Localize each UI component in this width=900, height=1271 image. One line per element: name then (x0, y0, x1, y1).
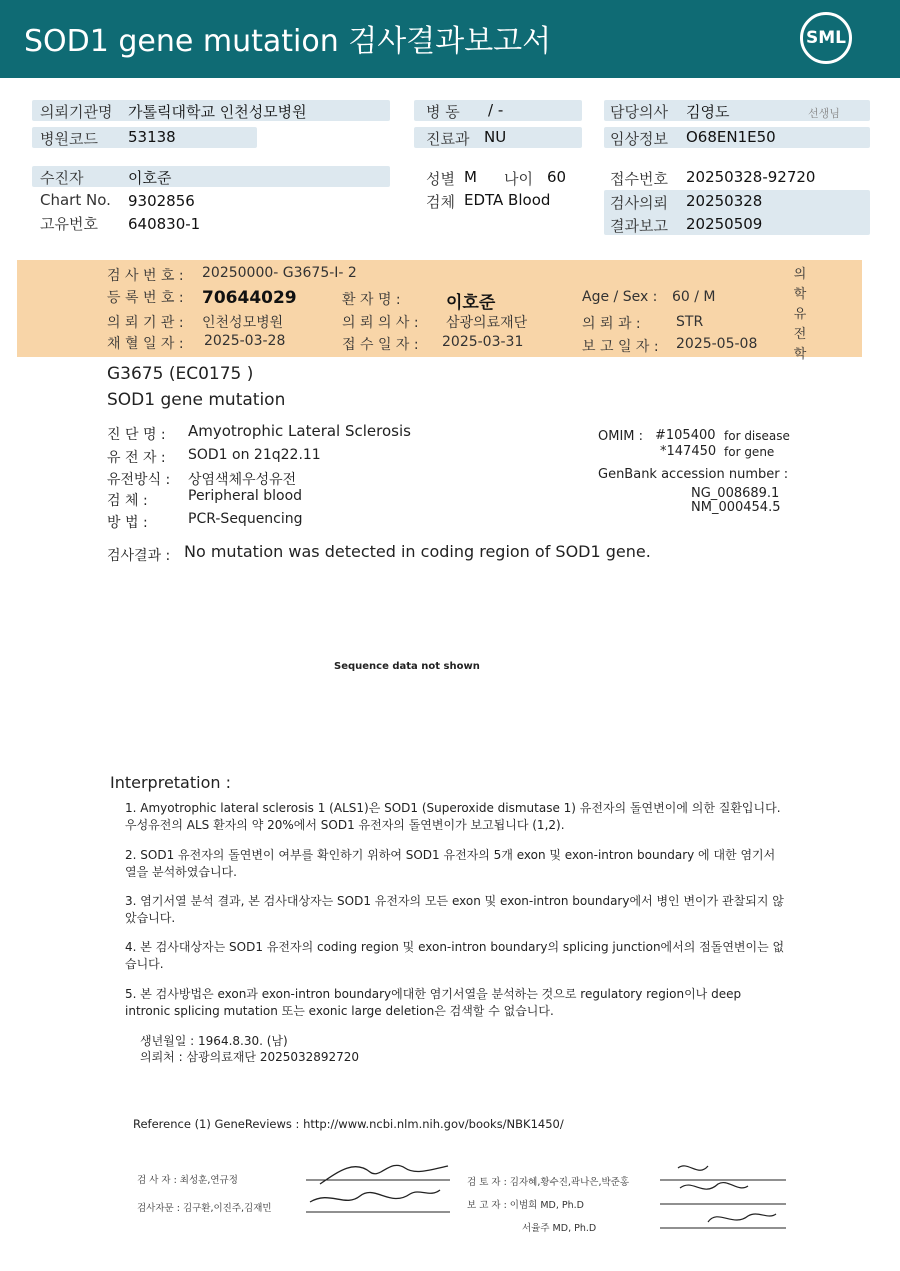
band-institution-label: 의 뢰 기 관 : (107, 315, 184, 331)
tester-signature (300, 1150, 460, 1220)
band-dept-label: 의 뢰 과 : (582, 316, 641, 332)
doctor-value: 김영도 (686, 103, 730, 121)
tester: 검 사 자 : 최성훈,연규정 (137, 1175, 238, 1186)
omim-disease: #105400 (655, 428, 716, 443)
result-date-label: 결과보고 (610, 217, 668, 235)
sex-label: 성별 (426, 170, 455, 188)
test-name: SOD1 gene mutation (107, 390, 286, 410)
institution-value: 가톨릭대학교 인천성모병원 (128, 103, 307, 121)
sml-logo: SML (800, 12, 852, 64)
id-label: 고유번호 (40, 215, 98, 233)
omim-label: OMIM : (598, 429, 644, 444)
reporter: 보 고 자 : 이범희 MD, Ph.D (467, 1200, 584, 1211)
institution-label: 의뢰기관명 (40, 103, 113, 121)
interpretation-item-3: 3. 염기서열 분석 결과, 본 검사대상자는 SOD1 유전자의 모든 exon 및 exon-intron boundary에서 병인 변이가 관찰되지 않았습니다. (125, 894, 784, 925)
patient-row-bg (32, 166, 390, 187)
reporter-2: 서율주 MD, Ph.D (522, 1223, 597, 1234)
age-label: 나이 (504, 170, 533, 188)
request-label: 검사의뢰 (610, 194, 668, 212)
band-institution: 인천성모병원 (202, 315, 284, 331)
receipt-value: 20250328-92720 (686, 168, 816, 186)
method-label: 방 법 : (107, 515, 148, 531)
gene-value: SOD1 on 21q22.11 (188, 447, 321, 463)
interpretation-item-2: 2. SOD1 유전자의 돌연변이 여부를 확인하기 위하여 SOD1 유전자의 5개 exon 및 exon-intron boundary 에 대한 염기서열을 분석하였습니다. (125, 848, 776, 879)
clinical-label: 임상정보 (610, 130, 668, 148)
doctor-suffix: 선생님 (808, 107, 840, 120)
chart-label: Chart No. (40, 191, 111, 209)
band-test-no-label: 검 사 번 호 : (107, 268, 184, 284)
band-test-no: 20250000- G3675-I- 2 (202, 265, 357, 281)
interpretation-item-5: 5. 본 검사방법은 exon과 exon-intron boundary에대한 염기서열을 분석하는 것으로 regulatory region이나 deep intronic splicing mutation 또는 exonic large deletion은 검색할 수 없습니다. (125, 987, 742, 1018)
band-doctor-label: 의 뢰 의 사 : (342, 315, 419, 331)
band-patient: 이호준 (446, 293, 496, 313)
id-value: 640830-1 (128, 215, 201, 233)
doctor-label: 담당의사 (610, 103, 668, 121)
diag-value: Amyotrophic Lateral Sclerosis (188, 422, 411, 440)
test-code: G3675 (EC0175 ) (107, 364, 254, 384)
chart-value: 9302856 (128, 192, 195, 210)
band-reg-no: 70644029 (202, 288, 297, 308)
omim-gene-desc: for gene (724, 445, 775, 459)
dept-value: NU (484, 128, 507, 146)
band-receive-label: 접 수 일 자 : (342, 337, 419, 353)
band-age-sex: 60 / M (672, 289, 716, 305)
band-age-sex-label: Age / Sex : (582, 289, 658, 305)
band-dept: STR (676, 314, 704, 330)
clinical-value: O68EN1E50 (686, 128, 776, 146)
specimen-label-body: 검 체 : (107, 493, 148, 509)
gene-label: 유 전 자 : (107, 450, 166, 466)
interpretation-item-4: 4. 본 검사대상자는 SOD1 유전자의 coding region 및 exon-intron boundary의 splicing junction에서의 점돌연변이는 없습니다. (125, 940, 785, 971)
reviewer-signature (658, 1158, 788, 1233)
dept-label: 진료과 (426, 130, 470, 148)
receipt-label: 접수번호 (610, 170, 668, 188)
request-value: 20250328 (686, 192, 763, 210)
sequence-note: Sequence data not shown (334, 661, 480, 672)
report-header (0, 0, 900, 78)
requester: 의뢰처 : 삼광의료재단 2025032892720 (140, 1050, 360, 1064)
specimen-label: 검체 (426, 193, 455, 211)
band-vertical-label: 의 학 유 전 학 (793, 267, 807, 362)
result-date-value: 20250509 (686, 215, 763, 233)
specimen-value: EDTA Blood (464, 191, 551, 209)
band-report-label: 보 고 일 자 : (582, 339, 659, 355)
patient-label: 수진자 (40, 169, 84, 187)
method-value: PCR-Sequencing (188, 511, 303, 527)
ward-value: / - (488, 101, 504, 119)
band-collect-label: 채 혈 일 자 : (107, 336, 184, 352)
band-report: 2025-05-08 (676, 336, 758, 352)
patient-value: 이호준 (128, 169, 172, 187)
band-reg-no-label: 등 록 번 호 : (107, 290, 184, 306)
genbank-label: GenBank accession number : (598, 467, 789, 482)
inherit-label: 유전방식 : (107, 472, 171, 488)
report-title: SOD1 gene mutation 검사결과보고서 (24, 24, 552, 59)
genbank-ng: NG_008689.1 (691, 486, 780, 501)
omim-disease-desc: for disease (724, 429, 790, 443)
reviewer: 검 토 자 : 김자혜,황수진,곽나은,박준홍 (467, 1177, 629, 1188)
specimen-value-body: Peripheral blood (188, 488, 303, 504)
band-receive: 2025-03-31 (442, 334, 524, 350)
band-patient-label: 환 자 명 : (342, 292, 401, 308)
ward-label: 병 동 (426, 103, 460, 121)
omim-gene: *147450 (660, 444, 717, 459)
hospital-code-value: 53138 (128, 128, 176, 146)
band-collect: 2025-03-28 (204, 333, 286, 349)
genbank-nm: NM_000454.5 (691, 500, 781, 515)
reference: Reference (1) GeneReviews : http://www.ncbi.nlm.nih.gov/books/NBK1450/ (133, 1117, 564, 1131)
result-text: No mutation was detected in coding region of SOD1 gene. (184, 542, 651, 561)
assistant: 검사자문 : 김구환,이진주,김재민 (137, 1203, 272, 1214)
result-label: 검사결과 : (107, 548, 171, 564)
band-doctor: 삼광의료재단 (446, 315, 528, 331)
interpretation-item-1: 1. Amyotrophic lateral sclerosis 1 (ALS1)은 SOD1 (Superoxide dismutase 1) 유전자의 돌연변이에 의한 질환입니다. 우성유전의 ALS 환자의 약 20%에서 SOD1 유전자의 돌연변이가 보고됩니다 (1,2). (125, 801, 781, 832)
interpretation-title: Interpretation : (110, 773, 231, 792)
inherit-value: 상염색체우성유전 (188, 472, 297, 488)
sex-value: M (464, 168, 477, 186)
date-of-birth: 생년월일 : 1964.8.30. (남) (140, 1034, 288, 1048)
hospital-code-label: 병원코드 (40, 130, 98, 148)
age-value: 60 (547, 168, 567, 186)
diag-label: 진 단 명 : (107, 427, 166, 443)
